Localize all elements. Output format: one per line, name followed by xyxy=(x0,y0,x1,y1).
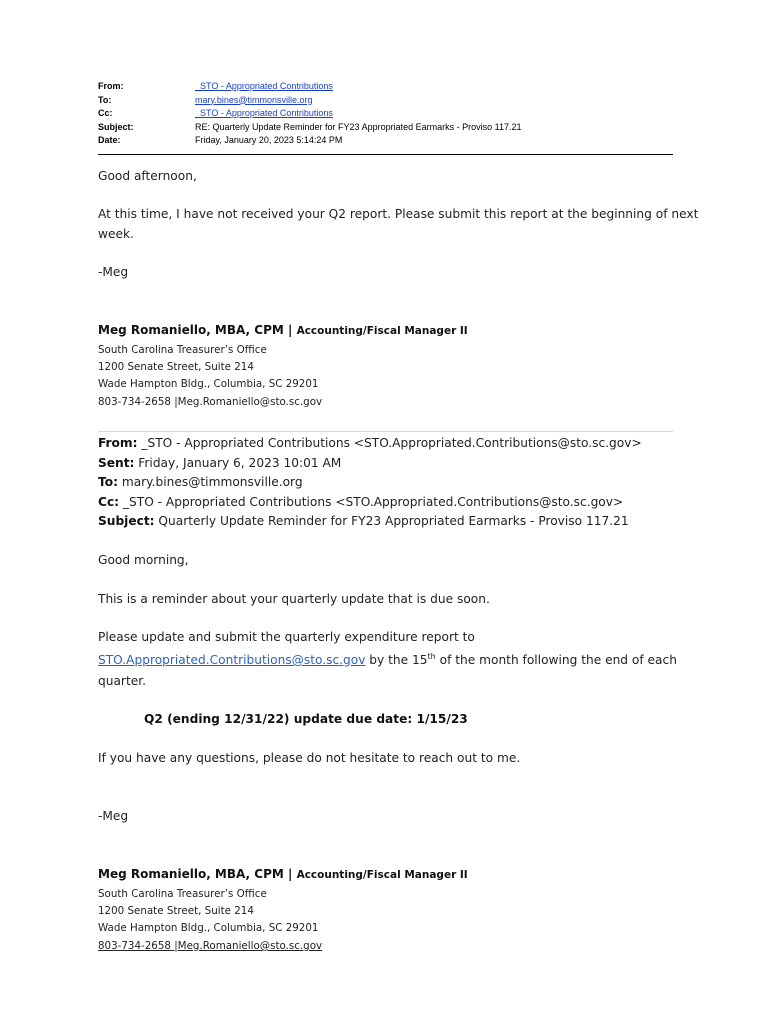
header-date-value: Friday, January 20, 2023 5:14:24 PM xyxy=(195,135,343,146)
header-to-row xyxy=(98,94,673,108)
forward-sent-row xyxy=(98,454,341,474)
due-date: Q2 (ending 12/31/22) update due date: 1/15/23 xyxy=(144,712,468,726)
header-to-link[interactable]: mary.bines@timmonsville.org xyxy=(195,94,313,105)
signature2-city: Wade Hampton Bldg., Columbia, SC 29201 xyxy=(98,922,319,934)
signature1-name: Meg Romaniello, MBA, CPM xyxy=(98,323,284,337)
original-reminder: This is a reminder about your quarterly update that is due soon. xyxy=(98,592,490,606)
forward-from-row xyxy=(98,434,642,454)
header-subject-row xyxy=(98,121,673,135)
forward-subject-row xyxy=(98,512,629,532)
signature1-office: South Carolina Treasurer’s Office xyxy=(98,344,267,356)
original-instruction-line1: Please update and submit the quarterly expenditure report to xyxy=(98,630,475,644)
forward-from-value: _STO - Appropriated Contributions <STO.Appropriated.Contributions@sto.sc.gov> xyxy=(137,436,642,450)
reply-signoff: -Meg xyxy=(98,265,129,279)
forward-to-value: mary.bines@timmonsville.org xyxy=(117,475,303,489)
signature2-office: South Carolina Treasurer’s Office xyxy=(98,888,267,900)
signature2-separator: | xyxy=(283,867,297,881)
signature2-name: Meg Romaniello, MBA, CPM xyxy=(98,867,284,881)
header-subject-label: Subject: xyxy=(98,121,134,132)
header-date-label: Date: xyxy=(98,135,121,146)
forward-cc-value: _STO - Appropriated Contributions <STO.Appropriated.Contributions@sto.sc.gov> xyxy=(119,495,624,509)
header-from-row xyxy=(98,80,673,94)
signature2-header xyxy=(98,865,663,886)
signature1-separator: | xyxy=(283,323,297,337)
forward-divider xyxy=(98,431,673,432)
header-cc-label: Cc: xyxy=(98,108,113,119)
forward-cc-label: Cc: xyxy=(98,495,120,509)
forward-to-row xyxy=(98,473,303,493)
header-cc-link[interactable]: _STO - Appropriated Contributions xyxy=(195,108,333,119)
header-divider xyxy=(98,154,673,155)
forward-cc-row xyxy=(98,493,623,513)
original-signoff: -Meg xyxy=(98,809,129,823)
reply-body-line2: week. xyxy=(98,227,134,241)
original-instruction-line3: quarter. xyxy=(98,674,146,688)
signature1-contact: 803-734-2658 |Meg.Romaniello@sto.sc.gov xyxy=(98,396,323,408)
signature1-title: Accounting/Fiscal Manager II xyxy=(296,325,468,337)
forward-sent-value: Friday, January 6, 2023 10:01 AM xyxy=(134,456,342,470)
forward-sent-label: Sent: xyxy=(98,456,135,470)
reply-body-line1: At this time, I have not received your Q2 report. Please submit this report at the beginning of next xyxy=(98,207,699,221)
reply-greeting: Good afternoon, xyxy=(98,169,197,183)
signature2-title: Accounting/Fiscal Manager II xyxy=(296,869,468,881)
signature1-header xyxy=(98,321,663,342)
email-header xyxy=(98,80,673,148)
forward-subject-label: Subject: xyxy=(98,514,155,528)
original-greeting: Good morning, xyxy=(98,553,189,567)
instruction-rest: of the month following the end of each xyxy=(435,653,677,667)
original-instruction-line2 xyxy=(98,651,677,671)
header-from-link[interactable]: _STO - Appropriated Contributions xyxy=(195,81,333,91)
instruction-sup: th xyxy=(427,651,436,661)
header-to-label: To: xyxy=(98,94,112,105)
header-cc-row xyxy=(98,107,673,121)
contributions-email-link[interactable]: STO.Appropriated.Contributions@sto.sc.gov xyxy=(98,653,366,667)
header-date-row xyxy=(98,134,673,148)
signature2-street: 1200 Senate Street, Suite 214 xyxy=(98,905,254,917)
forward-from-label: From: xyxy=(98,436,138,450)
header-from-label: From: xyxy=(98,81,124,91)
original-questions: If you have any questions, please do not hesitate to reach out to me. xyxy=(98,751,521,765)
header-subject-value: RE: Quarterly Update Reminder for FY23 Appropriated Earmarks - Proviso 117.21 xyxy=(195,121,522,132)
signature1-city: Wade Hampton Bldg., Columbia, SC 29201 xyxy=(98,378,319,390)
forward-subject-value: Quarterly Update Reminder for FY23 Appropriated Earmarks - Proviso 117.21 xyxy=(154,514,629,528)
signature2-contact-link[interactable]: 803-734-2658 |Meg.Romaniello@sto.sc.gov xyxy=(98,940,323,952)
forward-to-label: To: xyxy=(98,475,118,489)
signature1-street: 1200 Senate Street, Suite 214 xyxy=(98,361,254,373)
instruction-by: by the 15 xyxy=(365,653,428,667)
